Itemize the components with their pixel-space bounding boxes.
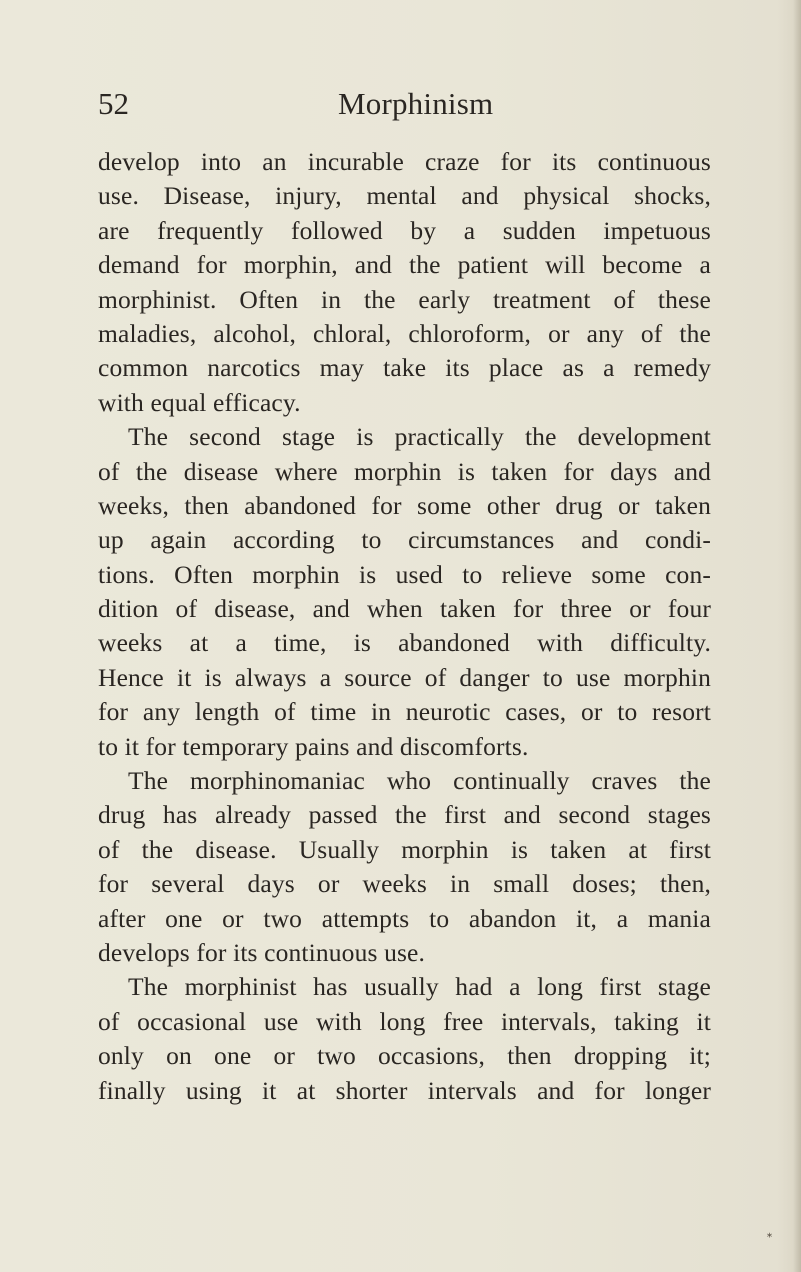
page-edge-shadow <box>793 0 801 1272</box>
text-line: finally using it at shorter intervals and for longer <box>98 1075 711 1105</box>
text-line: up again according to circumstances and condi- <box>98 525 711 555</box>
text-line: develop into an incurable craze for its continuous <box>98 147 711 176</box>
text-line: tions. Often morphin is used to relieve some con- <box>98 559 711 589</box>
text-line: weeks at a time, is abandoned with difficulty. <box>98 628 711 658</box>
text-line: for several days or weeks in small doses; then, <box>98 869 711 899</box>
text-line: with equal efficacy. <box>98 387 301 417</box>
text-line: Hence it is always a source of danger to use morphin <box>98 662 711 692</box>
text-line: of the disease where morphin is taken for days and <box>98 456 711 486</box>
text-line: for any length of time in neurotic cases, or to resort <box>98 697 711 727</box>
text-line: The morphinomaniac who continually craves the <box>128 766 711 796</box>
page-header <box>98 84 710 128</box>
text-line: only on one or two occasions, then dropping it; <box>98 1041 711 1071</box>
text-line: use. Disease, injury, mental and physical shocks, <box>98 181 711 211</box>
text-line: dition of disease, and when taken for three or four <box>98 594 711 624</box>
text-line: drug has already passed the first and second stages <box>98 800 711 830</box>
text-line: develops for its continuous use. <box>98 937 426 967</box>
text-line: maladies, alcohol, chloral, chloroform, or any of the <box>98 318 711 348</box>
page-number: 52 <box>98 86 129 121</box>
page-speck-mark: ⁎ <box>767 1229 772 1240</box>
text-line: after one or two attempts to abandon it, a mania <box>98 903 711 933</box>
text-line: of the disease. Usually morphin is taken at first <box>98 834 711 864</box>
text-line: common narcotics may take its place as a remedy <box>98 353 711 383</box>
running-title: Morphinism <box>338 86 494 121</box>
text-line: The second stage is practically the development <box>128 422 711 452</box>
text-line: weeks, then abandoned for some other drug or taken <box>98 490 711 520</box>
body-text <box>98 145 711 1108</box>
text-line: to it for temporary pains and discomforts. <box>98 731 529 761</box>
text-line: morphinist. Often in the early treatment of these <box>98 284 711 314</box>
text-line: demand for morphin, and the patient will become a <box>98 250 711 280</box>
text-line: of occasional use with long free intervals, taking it <box>98 1006 711 1036</box>
text-line: are frequently followed by a sudden impetuous <box>98 215 711 245</box>
text-line: The morphinist has usually had a long first stage <box>128 972 711 1002</box>
